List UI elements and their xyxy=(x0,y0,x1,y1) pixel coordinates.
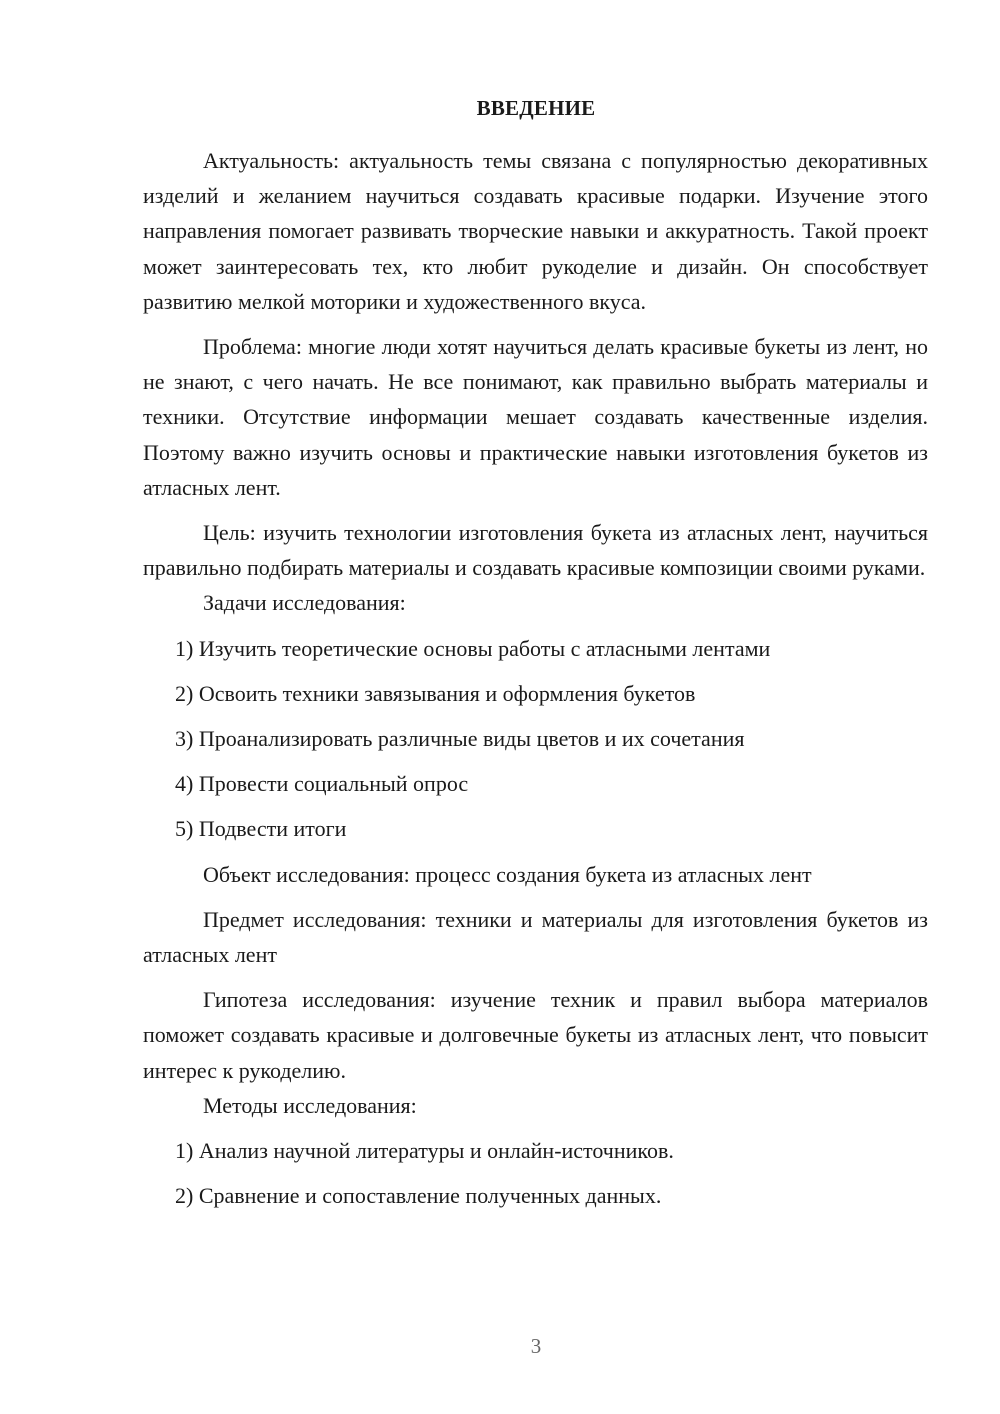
list-item: 2) Сравнение и сопоставление полученных данных. xyxy=(175,1183,662,1209)
goal-paragraph: Цель: изучить технологии изготовления букета из атласных лент, научиться правильно подбирать материалы и создавать красивые композиции своими руками. xyxy=(143,520,928,581)
hypothesis-paragraph: Гипотеза исследования: изучение техник и правил выбора материалов поможет создавать красивые и долговечные букеты из атласных лент, что повысит интерес к рукоделию. xyxy=(143,987,928,1083)
list-item: 5) Подвести итоги xyxy=(175,816,347,842)
page-number: 3 xyxy=(530,1334,542,1358)
list-item: 4) Провести социальный опрос xyxy=(175,771,469,797)
list-item: 1) Изучить теоретические основы работы с атласными лентами xyxy=(175,635,771,661)
list-item: 1) Анализ научной литературы и онлайн-источников. xyxy=(175,1138,674,1164)
methods-label: Методы исследования: xyxy=(203,1092,417,1118)
object-paragraph: Объект исследования: процесс создания букета из атласных лент xyxy=(203,861,812,887)
list-item: 2) Освоить техники завязывания и оформления букетов xyxy=(175,680,696,706)
subject-paragraph: Предмет исследования: техники и материалы для изготовления букетов из атласных лент xyxy=(143,906,928,968)
tasks-label: Задачи исследования: xyxy=(203,590,406,616)
problem-paragraph: Проблема: многие люди хотят научиться делать красивые букеты из лент, но не знают, с чего начать. Не все понимают, как правильно выбрать материалы и техники. Отсутствие информации мешает создавать качественные изделия. Поэтому важно изучить основы и практические навыки изготовления букетов из атласных лент. xyxy=(143,334,928,500)
page-title: ВВЕДЕНИЕ xyxy=(476,96,596,120)
methods-list xyxy=(143,1133,928,1213)
document-body xyxy=(143,143,928,1213)
relevance-paragraph: Актуальность: актуальность темы связана с популярностью декоративных изделий и желанием научиться создавать красивые подарки. Изучение этого направления помогает развивать творческие навыки и аккуратность. Такой проект может заинтересовать тех, кто любит рукоделие и дизайн. Он способствует развитию мелкой моторики и художественного вкуса. xyxy=(143,148,928,314)
list-item: 3) Проанализировать различные виды цветов и их сочетания xyxy=(175,726,745,752)
tasks-list xyxy=(143,631,928,847)
